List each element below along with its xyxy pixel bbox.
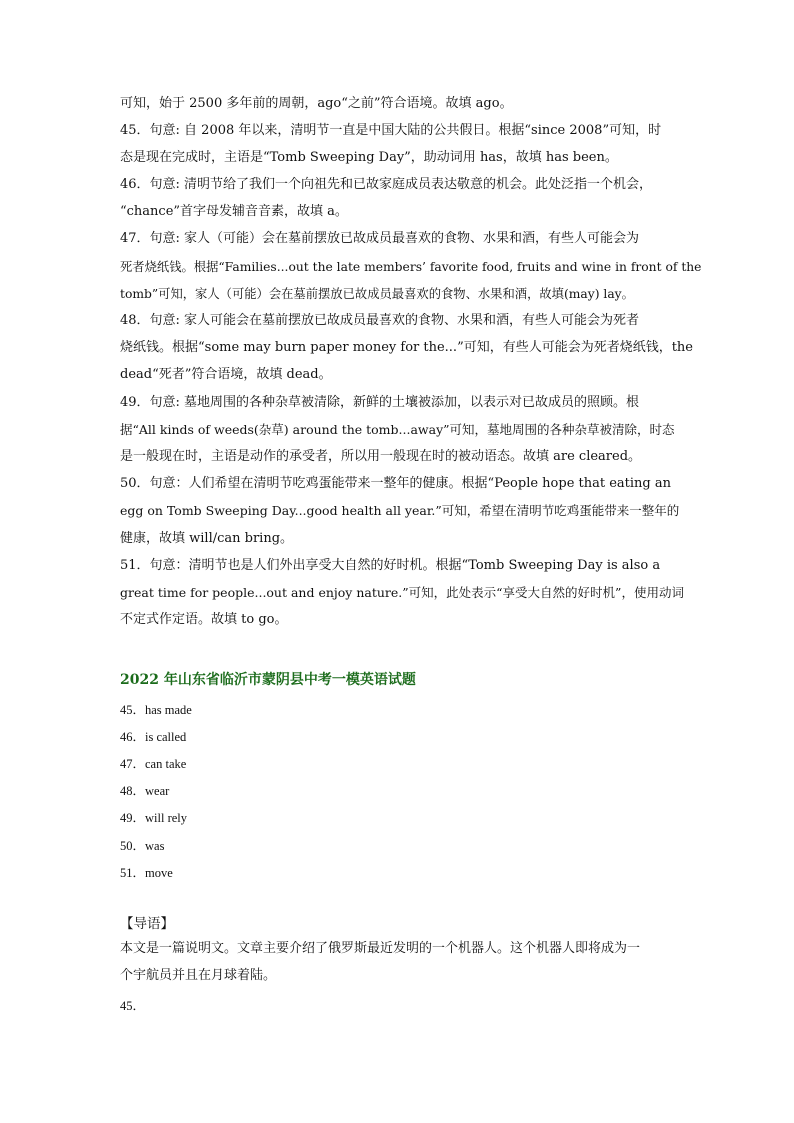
text-line: great time for people...out and enjoy nature.”可知，此处表示“享受大自然的好时机”，使用动词 <box>120 585 684 600</box>
answer-item: 48．wear <box>120 784 170 798</box>
text-line: “chance”首字母发辅音音素，故填 a。 <box>120 204 348 219</box>
text-line: 健康，故填 will/can bring。 <box>120 531 294 546</box>
text-line: 烧纸钱。根据“some may burn paper money for the...”可知，有些人可能会为死者烧纸钱，the <box>120 340 694 355</box>
text-line: 51．句意：清明节也是人们外出享受大自然的好时机。根据“Tomb Sweeping Day is also a <box>120 558 661 573</box>
text-line: 49．句意: 墓地周围的各种杂草被清除，新鲜的土壤被添加，以表示对已故成员的照顾。根 <box>120 395 640 410</box>
section-heading: 2022 年山东省临沂市蒙阴县中考一模英语试题 <box>120 672 416 688</box>
guide-line: 个宇航员并且在月球着陆。 <box>120 968 277 983</box>
text-line: 50．句意：人们希望在清明节吃鸡蛋能带来一整年的健康。根据“People hope that eating an <box>120 476 672 491</box>
guide-line: 本文是一篇说明文。文章主要介绍了俄罗斯最近发明的一个机器人。这个机器人即将成为一 <box>120 941 641 956</box>
text-line: 死者烧纸钱。根据“Families...out the late members’ favorite food, fruits and wine in front of the <box>120 260 702 274</box>
text-line: egg on Tomb Sweeping Day...good health all year.”可知，希望在清明节吃鸡蛋能带来一整年的 <box>120 503 680 518</box>
text-line: dead“死者”符合语境，故填 dead。 <box>120 367 332 382</box>
guide-title: 【导语】 <box>120 916 174 932</box>
answer-item: 46．is called <box>120 730 187 744</box>
text-line: 可知，始于 2500 多年前的周朝，ago“之前”符合语境。故填 ago。 <box>120 96 513 111</box>
text-line: 不定式作定语。故填 to go。 <box>120 612 288 627</box>
text-line: 45．句意: 自 2008 年以来，清明节一直是中国大陆的公共假日。根据“since 2008”可知，时 <box>120 123 662 138</box>
answer-item: 47．can take <box>120 757 187 771</box>
text-line: 据“All kinds of weeds(杂草) around the tomb...away”可知，墓地周围的各种杂草被清除，时态 <box>120 422 675 437</box>
answer-item: 45．has made <box>120 703 192 717</box>
answer-item: 50．was <box>120 839 165 853</box>
text-line: 态是现在完成时，主语是“Tomb Sweeping Day”，助动词用 has，故填 has been。 <box>120 150 618 165</box>
text-line: 47．句意: 家人（可能）会在墓前摆放已故成员最喜欢的食物、水果和酒，有些人可能会为 <box>120 231 640 246</box>
question-number: 45． <box>120 999 146 1013</box>
answer-item: 49．will rely <box>120 811 188 825</box>
text-line: 48．句意: 家人可能会在墓前摆放已故成员最喜欢的食物、水果和酒，有些人可能会为死者 <box>120 313 640 328</box>
text-line: 是一般现在时，主语是动作的承受者，所以用一般现在时的被动语态。故填 are cleared。 <box>120 449 642 464</box>
text-line: 46．句意: 清明节给了我们一个向祖先和已故家庭成员表达敬意的机会。此处泛指一个机会， <box>120 177 653 192</box>
answer-item: 51．move <box>120 866 173 880</box>
text-line: tomb”可知，家人（可能）会在墓前摆放已故成员最喜欢的食物、水果和酒，故填(may) lay。 <box>120 287 634 301</box>
